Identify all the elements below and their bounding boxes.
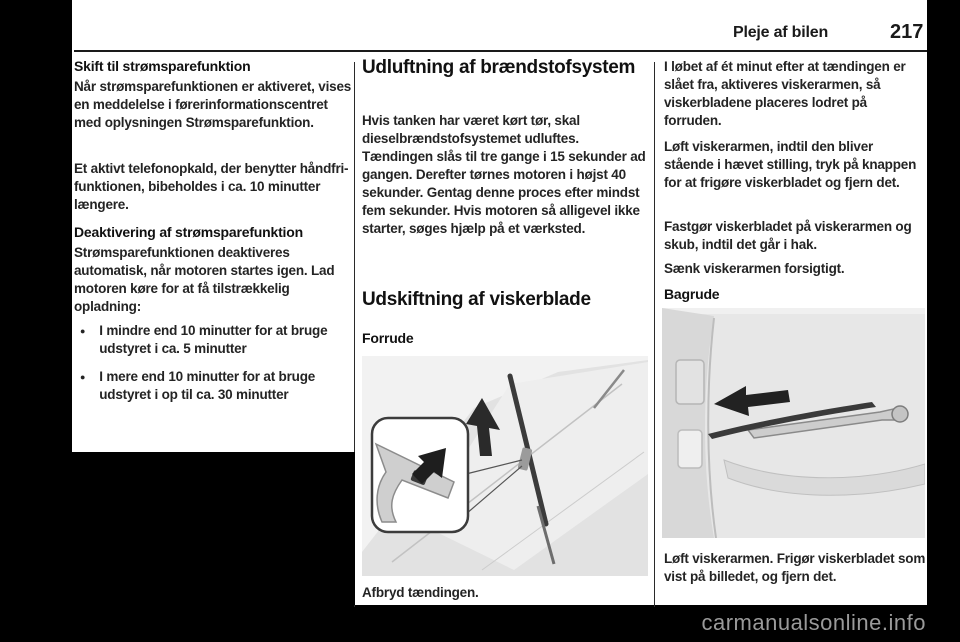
scan-black-area (72, 452, 355, 605)
page-number: 217 (890, 21, 924, 43)
list-item (74, 368, 356, 404)
list-item-text: I mindre end 10 minutter for at bruge udstyret i ca. 5 minutter (99, 323, 328, 356)
paragraph: Sænk viskerarmen forsigtigt. (664, 261, 845, 276)
paragraph: Når strømsparefunktionen er aktiveret, vises en meddelelse i førerinformationscentret med oplysningen Strømsparefunktion. (74, 79, 352, 130)
wiper-inset-detail (372, 418, 468, 532)
paragraph: Hvis tanken har været kørt tør, skal dieselbrændstofsystemet udluftes. Tændingen slås til tre gange i 15 sekunder ad gangen. Derefter tørnes motoren i højst 40 sekunder. Gentag denne proces efter mindst fem sekunder. Hvis motoren så alligevel ikke starter, søges hjælp på et værksted. (362, 113, 646, 236)
watermark: carmanualsonline.info (701, 610, 926, 635)
section-heading-windscreen: Forrude (362, 330, 414, 346)
tail-lamp-lower (678, 430, 702, 468)
bullet-icon: ● (80, 326, 86, 336)
bullet-icon: ● (80, 372, 86, 382)
section-heading-rear-window: Bagrude (664, 286, 720, 302)
list-item-text: I mere end 10 minutter for at bruge udstyret i op til ca. 30 minutter (99, 369, 316, 402)
paragraph: I løbet af ét minut efter at tændingen er slået fra, aktiveres viskerarmen, så viskerbladene placeres lodret på forruden. (664, 59, 906, 128)
column-divider-2 (654, 62, 655, 607)
tail-lamp-upper (676, 360, 704, 404)
front-wiper-drawing (362, 356, 648, 576)
rear-wiper-illustration (662, 308, 925, 538)
figure-caption: Løft viskerarmen. Frigør viskerbladet som vist på billedet, og fjern det. (664, 551, 926, 584)
paragraph: Strømsparefunktionen deaktiveres automatisk, når motoren startes igen. Lad motoren køre for at få tilstrækkelig opladning: (74, 245, 335, 314)
section-heading-power-save: Skift til strømsparefunktion (74, 58, 251, 74)
front-wiper-illustration (362, 356, 648, 576)
chapter-heading-wiper-blades: Udskiftning af viskerblade (362, 289, 591, 310)
page-title: Pleje af bilen (733, 24, 829, 41)
paragraph: Løft viskerarmen, indtil den bliver stående i hævet stilling, tryk på knappen for at frigøre viskerbladet og fjern det. (664, 139, 917, 190)
paragraph: Fastgør viskerbladet på viskerarmen og skub, indtil det går i hak. (664, 219, 912, 252)
header-rule (74, 50, 927, 52)
rear-wiper-drawing (662, 308, 925, 538)
wiper-pivot-cap (892, 406, 908, 422)
chapter-heading-fuel-bleeding: Udluftning af brændstofsystem (362, 57, 636, 78)
section-heading-deactivation: Deaktivering af strømsparefunktion (74, 224, 303, 240)
paragraph: Et aktivt telefonopkald, der benytter håndfri-funktionen, bibeholdes i ca. 10 minutter længere. (74, 161, 349, 212)
figure-caption: Afbryd tændingen. (362, 585, 479, 600)
list-item (74, 322, 356, 358)
